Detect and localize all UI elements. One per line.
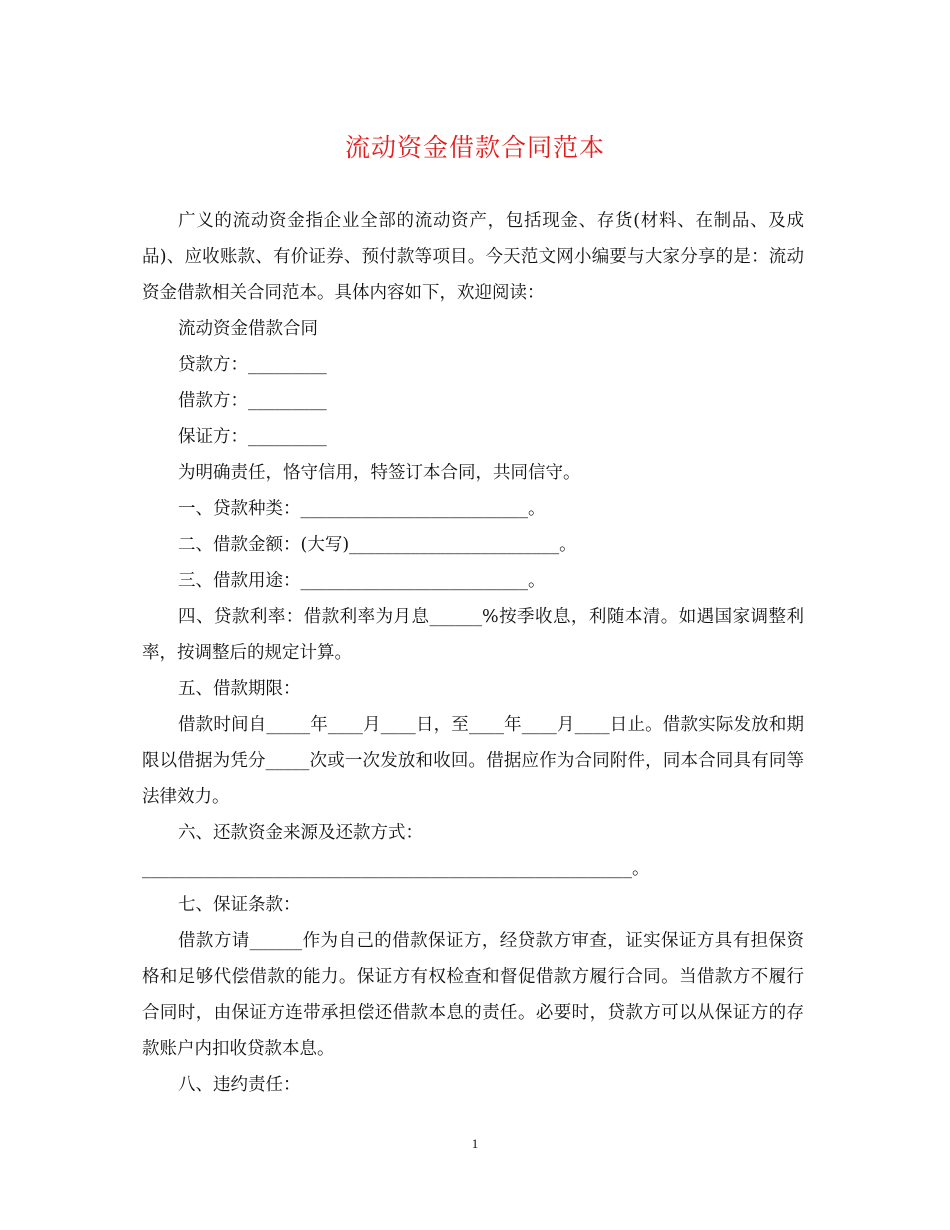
- clause-6-heading: 六、还款资金来源及还款方式：: [178, 823, 423, 843]
- borrower-line: 借款方：_________: [178, 391, 327, 411]
- intro-paragraph: 广义的流动资金指企业全部的流动资产，包括现金、存货(材料、在制品、及成品)、应收账款、有价证券、预付款等项目。今天范文网小编要与大家分享的是：流动资金借款相关合同范本。具体内容如下，欢迎阅读：: [142, 211, 804, 303]
- clause-6-blank-line: ________________________________________________________。: [142, 859, 650, 879]
- document-body: [142, 203, 804, 1103]
- clause-7-heading: 七、保证条款：: [178, 895, 301, 915]
- guarantor-line: 保证方：_________: [178, 427, 327, 447]
- clause-5-heading: 五、借款期限：: [178, 679, 301, 699]
- contract-title: 流动资金借款合同: [178, 319, 318, 339]
- clause-2-amount: 二、借款金额：(大写)________________________。: [178, 535, 577, 555]
- clause-5-body: 借款时间自_____年____月____日，至____年____月____日止。借款实际发放和期限以借据为凭分_____次或一次发放和收回。借据应作为合同附件，同本合同具有同等法律效力。: [142, 715, 804, 807]
- clause-3-purpose: 三、借款用途：__________________________。: [178, 571, 546, 591]
- clause-8-heading: 八、违约责任：: [178, 1075, 301, 1095]
- preamble-line: 为明确责任，恪守信用，特签订本合同，共同信守。: [178, 463, 581, 483]
- clause-1-loan-type: 一、贷款种类：__________________________。: [178, 499, 546, 519]
- page-number: 1: [471, 1136, 479, 1151]
- clause-4-interest-rate: 四、贷款利率：借款利率为月息______%按季收息，利随本清。如遇国家调整利率，按调整后的规定计算。: [142, 607, 804, 663]
- lender-line: 贷款方：_________: [178, 355, 327, 375]
- document-title: 流动资金借款合同范本: [344, 133, 605, 162]
- clause-7-body: 借款方请______作为自己的借款保证方，经贷款方审查，证实保证方具有担保资格和足够代偿借款的能力。保证方有权检查和督促借款方履行合同。当借款方不履行合同时，由保证方连带承担偿还借款本息的责任。必要时，贷款方可以从保证方的存款账户内扣收贷款本息。: [142, 931, 804, 1059]
